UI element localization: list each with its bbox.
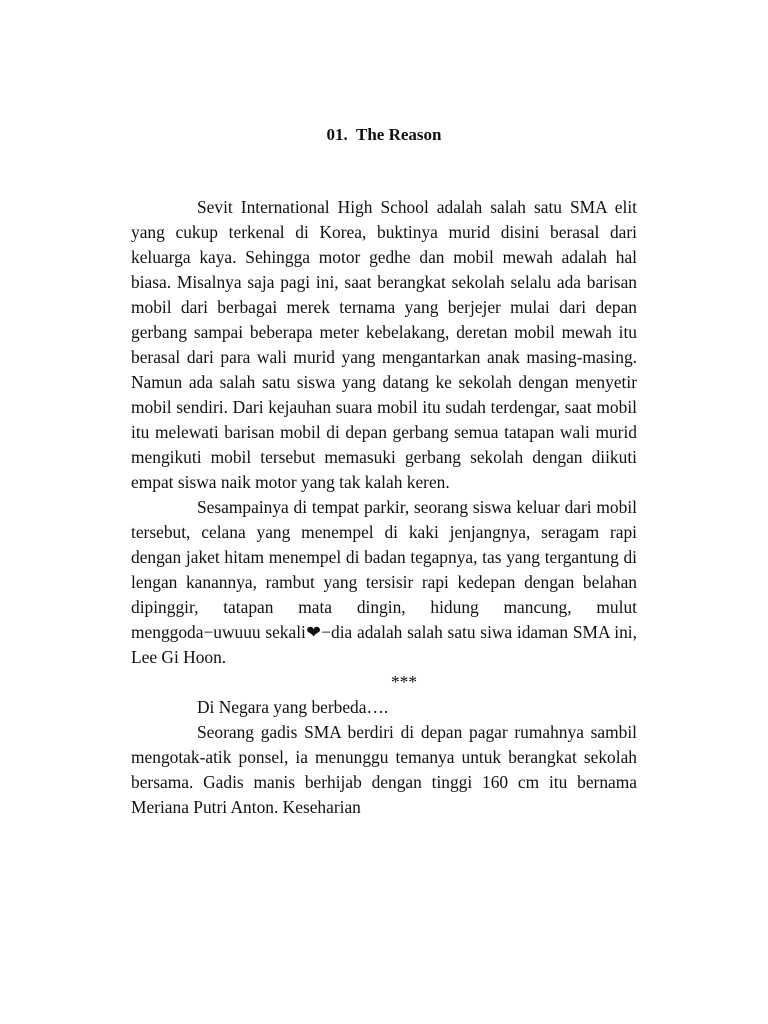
section-separator: *** (390, 672, 418, 692)
paragraph-4: Seorang gadis SMA berdiri di depan pagar rumahnya sambil mengotak-atik ponsel, ia menunggu temanya untuk berangkat sekolah bersama. Gadis manis berhijab dengan tinggi 160 cm itu bernama Meriana Putri Anton. Keseharian (131, 722, 637, 817)
body-text (131, 195, 637, 820)
paragraph-1: Sevit International High School adalah salah satu SMA elit yang cukup terkenal di Korea, buktinya murid disini berasal dari keluarga kaya. Sehingga motor gedhe dan mobil mewah adalah hal biasa. Misalnya saja pagi ini, saat berangkat sekolah selalu ada barisan mobil dari berbagai merek ternama yang berjejer mulai dari depan gerbang sampai beberapa meter kebelakang, deretan mobil mewah itu berasal dari para wali murid yang mengantarkan anak masing-masing. Namun ada salah satu siswa yang datang ke sekolah dengan menyetir mobil sendiri. Dari kejauhan suara mobil itu sudah terdengar, saat mobil itu melewati barisan mobil di depan gerbang semua tatapan wali murid mengikuti mobil tersebut memasuki gerbang sekolah dengan diikuti empat siswa naik motor yang tak kalah keren. (131, 197, 637, 492)
paragraph-2: Sesampainya di tempat parkir, seorang siswa keluar dari mobil tersebut, celana yang menempel di kaki jenjangnya, seragam rapi dengan jaket hitam menempel di badan tegapnya, tas yang tergantung di lengan kanannya, rambut yang tersisir rapi kedepan dengan belahan dipinggir, tatapan mata dingin, hidung mancung, mulut menggoda−uwuuu sekali❤−dia adalah salah satu siwa idaman SMA ini, Lee Gi Hoon. (131, 497, 637, 667)
paragraph-3: Di Negara yang berbeda…. (197, 697, 389, 717)
chapter-title: 01. The Reason (326, 125, 442, 144)
